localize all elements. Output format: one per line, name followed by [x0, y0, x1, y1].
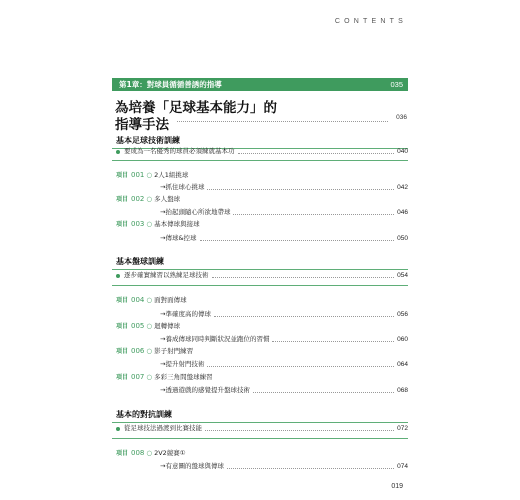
- item-page: 074: [397, 463, 408, 470]
- toc-item: [116, 448, 408, 459]
- section-title: 基本足球技術訓練: [116, 136, 180, 145]
- item-code-label: 項目: [116, 221, 129, 228]
- item-subtitle: →有意圖的盤球與傳球: [160, 462, 224, 470]
- headline-leader: [177, 121, 388, 122]
- intro-text: 逐步確實練習以熟練足球技術: [124, 271, 209, 279]
- dot-leader: [227, 468, 394, 469]
- item-page: 056: [397, 311, 408, 318]
- dot-leader: [207, 366, 394, 367]
- bullet-dot-icon: [116, 274, 120, 278]
- section-title: 基本的對抗訓練: [116, 410, 172, 419]
- circle-bullet-icon: ○: [146, 220, 153, 228]
- section-intro: [116, 423, 408, 434]
- item-page: 046: [397, 209, 408, 216]
- item-code-label: 項目: [116, 323, 129, 330]
- item-code-label: 項目: [116, 450, 129, 457]
- section-title-block: [112, 409, 408, 423]
- headline-page: 036: [396, 114, 407, 121]
- toc-subitem: [160, 461, 408, 472]
- dot-leader: [238, 153, 395, 154]
- dot-leader: [200, 240, 395, 241]
- circle-bullet-icon: ○: [146, 449, 153, 457]
- circle-bullet-icon: ○: [146, 171, 153, 179]
- circle-bullet-icon: ○: [146, 347, 153, 355]
- item-page: 068: [397, 387, 408, 394]
- toc-subitem: [160, 359, 408, 370]
- intro-page: 054: [397, 272, 408, 279]
- item-page: 042: [397, 184, 408, 191]
- item-code-label: 項目: [116, 348, 129, 355]
- item-title: 2V2競賽①: [154, 449, 186, 457]
- item-number: 005: [131, 322, 145, 330]
- item-title: 迴轉傳球: [154, 322, 181, 330]
- item-page: 050: [397, 235, 408, 242]
- item-code-label: 項目: [116, 172, 129, 179]
- item-subtitle: →傳球&控球: [160, 234, 197, 242]
- dot-leader: [214, 316, 394, 317]
- bullet-dot-icon: [116, 150, 120, 154]
- dot-leader: [207, 189, 394, 190]
- toc-item: [116, 194, 408, 205]
- toc-subitem: [160, 334, 408, 345]
- section-intro: [116, 270, 408, 281]
- intro-text: 從足球技法過渡到比賽技能: [124, 424, 202, 432]
- item-subtitle: →準確度高的傳球: [160, 310, 211, 318]
- item-number: 008: [131, 449, 145, 457]
- item-number: 001: [131, 171, 145, 179]
- item-subtitle: →抬起頭隨心所欲地帶球: [160, 208, 231, 216]
- intro-text: 要成為一名優秀的球員必須練就基本功: [124, 147, 235, 155]
- toc-item: [116, 219, 408, 230]
- toc-subitem: [160, 207, 408, 218]
- item-title: 多彩三角間盤球練習: [154, 373, 213, 381]
- toc-subitem: [160, 385, 408, 396]
- item-title: 多人盤球: [154, 195, 181, 203]
- item-number: 007: [131, 373, 145, 381]
- item-subtitle: →透過遊戲的感覺提升盤球技術: [160, 386, 250, 394]
- circle-bullet-icon: ○: [146, 296, 153, 304]
- section-intro: [116, 146, 408, 157]
- dot-leader: [233, 214, 394, 215]
- intro-page: 040: [397, 148, 408, 155]
- chapter-banner: [112, 78, 408, 91]
- headline-line1: 為培養「足球基本能力」的: [115, 100, 277, 116]
- circle-bullet-icon: ○: [146, 195, 153, 203]
- dot-leader: [205, 430, 394, 431]
- item-subtitle: →養成傳球同時判斷狀況並跑位的習慣: [160, 335, 270, 343]
- section-title-block: [112, 256, 408, 270]
- section-divider: [112, 160, 408, 161]
- item-code-label: 項目: [116, 374, 129, 381]
- headline-line2: 指導手法: [115, 117, 169, 133]
- item-number: 003: [131, 220, 145, 228]
- item-number: 006: [131, 347, 145, 355]
- item-subtitle: →抓住球心挑球: [160, 183, 205, 191]
- intro-page: 072: [397, 425, 408, 432]
- item-code-label: 項目: [116, 297, 129, 304]
- circle-bullet-icon: ○: [146, 373, 153, 381]
- item-number: 002: [131, 195, 145, 203]
- item-title: 影子射門練習: [154, 347, 194, 355]
- toc-item: [116, 170, 408, 181]
- item-page: 060: [397, 336, 408, 343]
- contents-label: CONTENTS: [334, 18, 407, 25]
- section-divider: [112, 438, 408, 439]
- item-code-label: 項目: [116, 196, 129, 203]
- circle-bullet-icon: ○: [146, 322, 153, 330]
- section-title: 基本盤球訓練: [116, 257, 164, 266]
- item-title: 2人1組挑球: [154, 171, 189, 179]
- chapter-title: 第1章：對球員循循善誘的指導: [119, 80, 222, 89]
- item-page: 064: [397, 361, 408, 368]
- item-title: 面對面傳球: [154, 296, 187, 304]
- toc-item: [116, 346, 408, 357]
- section-divider: [112, 285, 408, 286]
- toc-subitem: [160, 233, 408, 244]
- dot-leader: [253, 392, 394, 393]
- chapter-page: 035: [390, 80, 403, 89]
- toc-subitem: [160, 182, 408, 193]
- toc-item: [116, 321, 408, 332]
- item-subtitle: →提升射門技術: [160, 360, 205, 368]
- dot-leader: [212, 277, 395, 278]
- toc-subitem: [160, 309, 408, 320]
- page-number: 019: [391, 483, 403, 490]
- dot-leader: [272, 341, 394, 342]
- bullet-dot-icon: [116, 427, 120, 431]
- item-title: 基本傳球與接球: [154, 220, 200, 228]
- toc-item: [116, 372, 408, 383]
- toc-item: [116, 295, 408, 306]
- item-number: 004: [131, 296, 145, 304]
